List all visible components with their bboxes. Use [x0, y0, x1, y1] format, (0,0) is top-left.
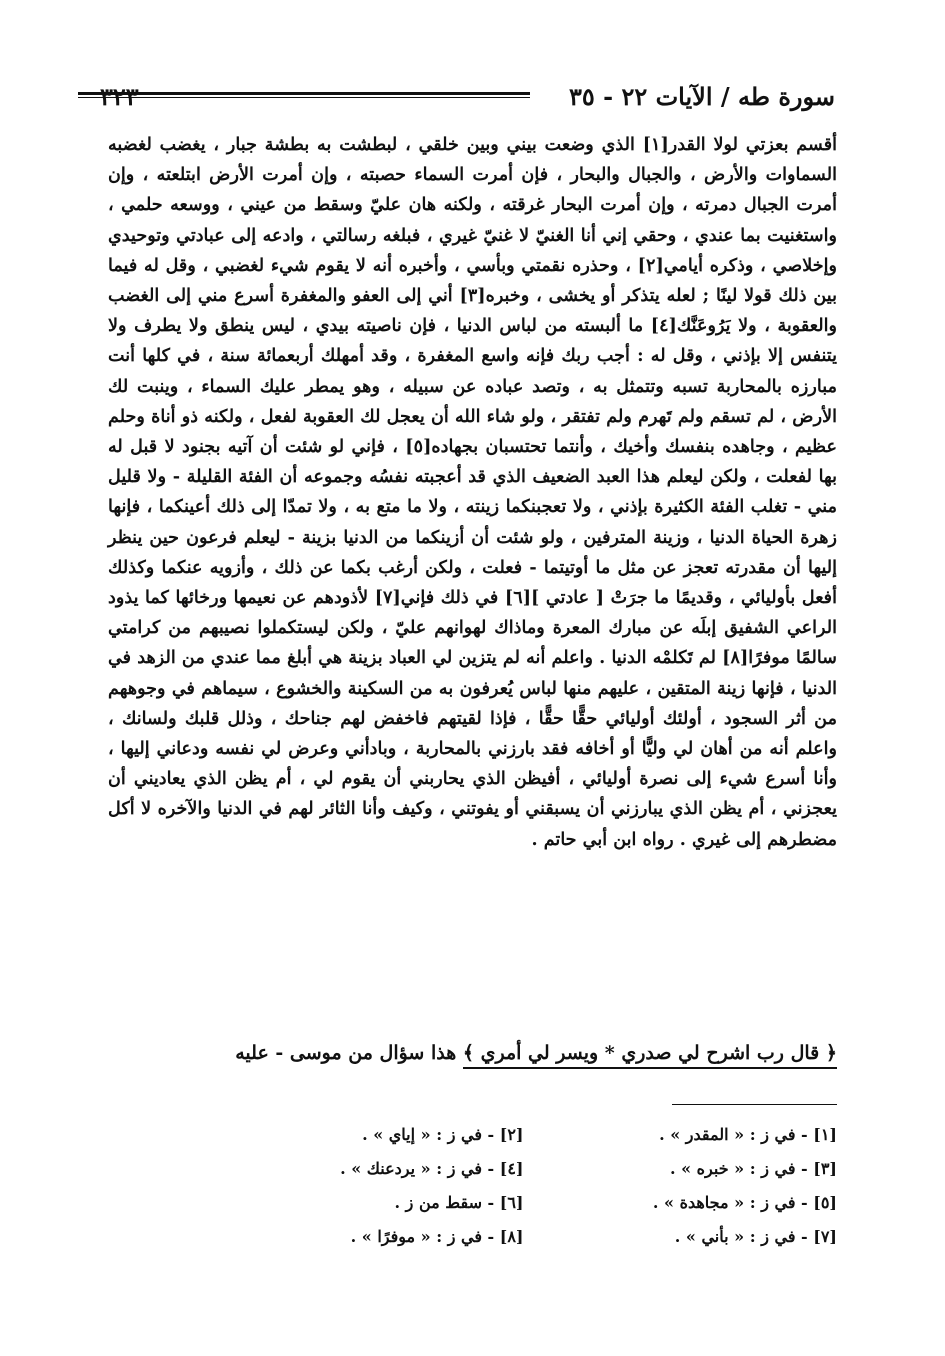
page-number: ٣٢٣: [100, 82, 139, 111]
running-title: سورة طه / الآيات ٢٢ - ٣٥: [568, 82, 835, 111]
footnote: [٨] - في ز : « موفرًا » .: [350, 1227, 524, 1246]
body-paragraph: أقسم بعزتي لولا القدر[١] الذي وضعت بيني وبين خلقي ، لبطشت به بطشة جبار ، يغضب لغضبه السماوات والأرض ، والجبال والبحار ، فإن أمرت السماء حصبته ، وإن أمرت الأرض ابتلعته ، وإن أمرت الجبال دمرته ، وإن أمرت البحار غرقته ، ولكنه هان عليّ وسقط من عيني ، ووسعه حلمي ، واستغنيت بما عندي ، وحقي إني أنا الغنيّ لا غنيّ غيري ، فبلغه رسالتي ، وادعه إلى عبادتي وتوحيدي وإخلاصي ، وذكره أيامي[٢] ، وحذره نقمتي وبأسي ، وأخبره أنه لا يقوم شيء لغضبي ، وقل له فيما بين ذلك قولا لينًا ; لعله يتذكر أو يخشى ، وخبره[٣] أني إلى العفو والمغفرة أسرع مني إلى الغضب والعقوبة ، ولا يَرُوعَنَّك[٤] ما ألبسته من لباس الدنيا ، فإن ناصيته بيدي ، ليس ينطق ولا يطرف ولا يتنفس إلا بإذني ، وقل له : أجب ربك فإنه واسع المغفرة ، وقد أمهلك أربعمائة سنة ، في كلها أنت مبارزه بالمحاربة تسبه وتتمثل به ، وتصد عباده عن سبيله ، وهو يمطر عليك السماء ، وينبت لك الأرض ، لم تسقم ولم تَهرم ولم تفتقر ، ولو شاء الله أن يعجل لك العقوبة لفعل ، ولكنه ذو أناة وحلم عظيم ، وجاهده بنفسك وأخيك ، وأنتما تحتسبان بجهاده[٥] ، فإني لو شئت أن آتيه بجنود لا قبل له بها لفعلت ، ولكن ليعلم هذا العبد الضعيف الذي قد أعجبته نفسُه وجموعه أن الفئة القليلة - ولا قليل مني - تغلب الفئة الكثيرة بإذني ، ولا تعجبنكما زينته ، ولا ما متع به ، ولا تمدّا إلى ذلك أعينكما ، فإنها زهرة الحياة الدنيا ، وزينة المترفين ، ولو شئت أن أزينكما من الدنيا بزينة - ليعلم فرعون حين ينظر إليها أن مقدرته تعجز عن مثل ما أوتيتما - فعلت ، ولكن أرغب بكما عن ذلك ، وأزويه عنكما وكذلك أفعل بأوليائي ، وقديمًا ما جرَتْ [ عادتي ][٦] في ذلك فإني[٧] لأذودهم عن نعيمها ورخائها كما يذود الراعي الشفيق إبلَه عن مبارك المعرة وماذاك لهوانهم عليّ ، ولكن ليستكملوا نصيبهم من كرامتي سالمًا موفرًا[٨] لم تَكلمْه الدنيا . واعلم أنه لم يتزين لي العباد بزينة هي أبلغ مما عندي من الزهد في الدنيا ، فإنها زينة المتقين ، عليهم منها لباس يُعرفون به من السكينة والخشوع ، سيماهم في وجوههم من أثر السجود ، أولئك أوليائي حقًّا حقًّا ، فإذا لقيتهم فاخفض لهم جناحك ، وذلل قلبك ولسانك ، واعلم أنه من أهان لي وليًّا أو أخافه فقد بارزني بالمحاربة ، وبادأني وعرض لي نفسه ودعاني إليها ، وأنا أسرع شيء إلى نصرة أوليائي ، أفيظن الذي يحاربني أن يقوم لي ، أم يظن الذي يعاديني أن يعجزني ، أم يظن الذي يبارزني أن يسبقني أو يفوتني ، وكيف وأنا الثائر لهم في الدنيا والآخره لا أكل مضطرهم إلى غيري . رواه ابن أبي حاتم .: [108, 134, 837, 850]
verse-commentary: هذا سؤال من موسى - عليه: [235, 1042, 463, 1064]
footnote-rule: [672, 1104, 837, 1105]
footnotes: [250, 1122, 837, 1250]
footnote: [١] - في ز : « المقدر » .: [659, 1125, 837, 1144]
footnote: [٢] - في ز : « إياي » .: [362, 1125, 524, 1144]
footnote: [٦] - سقط من ز .: [394, 1193, 524, 1212]
footnote: [٥] - في ز : « مجاهدة » .: [652, 1193, 837, 1212]
footnote: [٧] - في ز : « بأني » .: [674, 1227, 837, 1246]
verse-line: [108, 1036, 837, 1070]
footnote: [٣] - في ز : « خبره » .: [669, 1159, 837, 1178]
footnote: [٤] - في ز : « يردعنك » .: [340, 1159, 524, 1178]
header-rule: [78, 92, 530, 98]
main-text: [108, 130, 837, 855]
quran-verse: ﴿ قال رب اشرح لي صدري * ويسر لي أمري ﴾: [463, 1042, 837, 1069]
